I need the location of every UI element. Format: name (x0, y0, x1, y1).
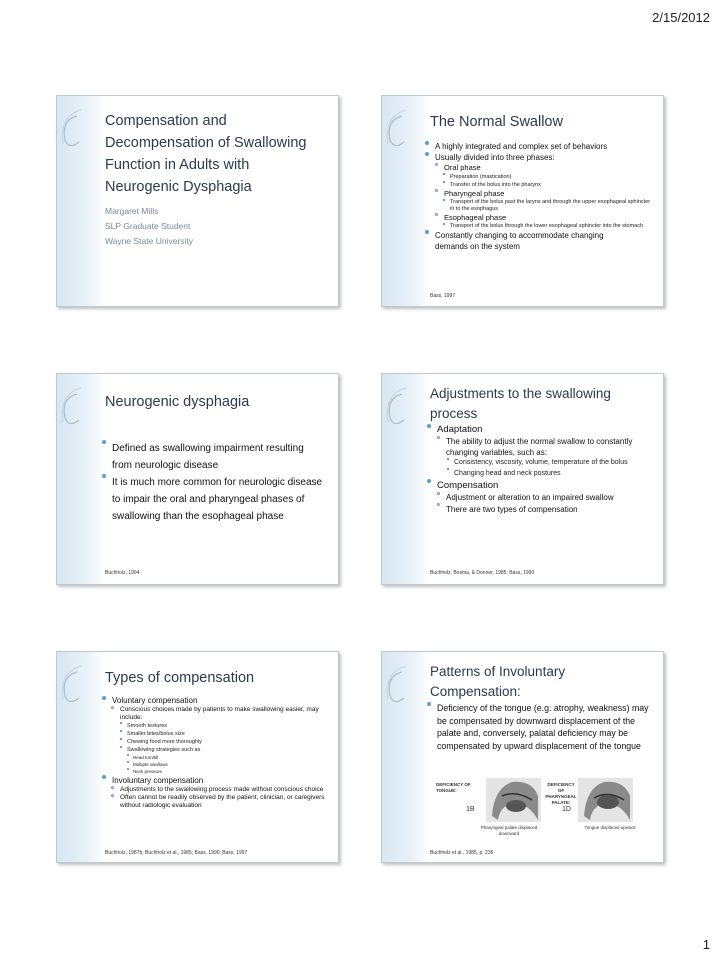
sub-bullet: Often cannot be readily observed by the patient, clinician, or caregivers without radiologic evaluation (110, 794, 326, 810)
author-role: SLP Graduate Student (105, 221, 191, 231)
slide-title: Adjustments to the swallowing process (430, 386, 611, 421)
bullet: Involuntary compensation (101, 775, 326, 786)
figure-id-right: 1D (562, 806, 571, 813)
sub-sub-sub-bullet: Head turn/tilt (126, 754, 326, 761)
bullet: Defined as swallowing impairment resulting from neurologic disease (101, 440, 323, 474)
bullet: It is much more common for neurologic disease to impair the oral and pharyngeal phases of swallowing than the esophageal phase (101, 474, 323, 525)
sub-bullet: Pharyngeal phase (434, 189, 652, 199)
slide-title: Patterns of Involuntary Compensation: (430, 664, 566, 699)
citation: Buchholz, Bosma, & Donner, 1985; Bass, 1990 (430, 570, 535, 576)
sub-sub-bullet: Consistency, viscosity, volume, temperature of the bolus (446, 458, 648, 468)
print-date: 2/15/2012 (652, 10, 710, 25)
slide-4 (381, 373, 664, 585)
sub-sub-bullet: Transport of the bolus through the lower esophageal sphincter into the stomach (442, 223, 652, 230)
slide-6 (381, 651, 664, 863)
figure-caption-right: Tongue displaced upward (584, 825, 636, 830)
bullet: A highly integrated and complex set of behaviors (424, 141, 652, 152)
slide-decor (57, 96, 105, 306)
author-school: Wayne State University (105, 236, 194, 246)
slide-decor (382, 652, 430, 862)
slide-decor (382, 96, 430, 306)
sub-sub-bullet: Chewing food more thoroughly (119, 738, 326, 746)
sub-bullet: There are two types of compensation (436, 503, 648, 516)
figure-caption-left: Pharyngeal palate displaced downward (480, 825, 538, 836)
figure-label-left: DEFICIENCY OF TONGUE: (436, 782, 471, 793)
bullet: Constantly changing to accommodate changing demands on the system (424, 230, 635, 252)
slide-title: The Normal Swallow (430, 114, 563, 130)
sub-sub-bullet: Changing head and neck postures (446, 468, 648, 479)
sub-sub-bullet: Preparation (mastication) (442, 173, 652, 181)
sub-bullet: Adjustment or alteration to an impaired swallow (436, 492, 621, 503)
citation: Buchholz, 1994 (105, 570, 140, 576)
slide-decor (57, 652, 105, 862)
sub-bullet: Oral phase (434, 163, 652, 173)
anatomy-figure (436, 776, 652, 842)
sub-sub-sub-bullet: Neck pressure (126, 768, 326, 775)
sub-bullet: The ability to adjust the normal swallow to constantly changing variables, such as: (436, 436, 648, 458)
bullet: Compensation (426, 479, 648, 492)
figure-label-right: DEFICIENCY OF PHARYNGEAL PALATE: (545, 782, 577, 805)
slide-title: Neurogenic dysphagia (105, 394, 250, 410)
sub-bullet: Adjustments to the swallowing process made without conscious choice (110, 786, 326, 794)
sub-sub-bullet: Transport of the bolus past the larynx and through the upper esophageal sphincter in to the esophagus (442, 199, 652, 213)
sub-bullet: Esophageal phase (434, 213, 652, 223)
bullet: Adaptation (426, 424, 648, 436)
sub-sub-bullet: Smaller bites/bolus size (119, 730, 326, 738)
slide-title: Types of compensation (105, 670, 255, 686)
slide-5 (56, 651, 339, 863)
slide-decor (382, 374, 430, 584)
citation: Buchholz et al., 1985, p. 236 (430, 850, 494, 856)
citation: Buchholz, 1987b; Buchholz et al., 1985; Bass, 1990; Bass, 1997 (105, 850, 248, 856)
bullet: Usually divided into three phases: (424, 152, 652, 163)
slide-title: Compensation and Decompensation of Swallowing Function in Adults with Neurogenic Dysphagia (105, 113, 307, 195)
slide-3 (56, 373, 339, 585)
page-number: 1 (702, 937, 710, 952)
bullet: Deficiency of the tongue (e.g. atrophy, weakness) may be compensated by downward displacement of the palate and, conversely, palatal deficiency may be compensated by upward displacement of the tongue (426, 702, 652, 752)
citation: Bass, 1997 (430, 293, 456, 299)
slide-decor (57, 374, 105, 584)
sub-sub-bullet: Swallowing strategies such as (119, 746, 326, 754)
figure-id-left: 1B (466, 806, 475, 813)
slide-2 (381, 95, 664, 307)
slide-1 (56, 95, 339, 307)
sub-bullet: Conscious choices made by patients to make swallowing easier, may include: (110, 706, 326, 722)
author-name: Margaret Mills (105, 206, 159, 216)
bullet: Voluntary compensation (101, 696, 326, 706)
sub-sub-bullet: Transfer of the bolus into the pharynx (442, 181, 652, 189)
sub-sub-sub-bullet: Multiple swallows (126, 761, 326, 768)
sub-sub-bullet: Smooth textures (119, 722, 326, 730)
